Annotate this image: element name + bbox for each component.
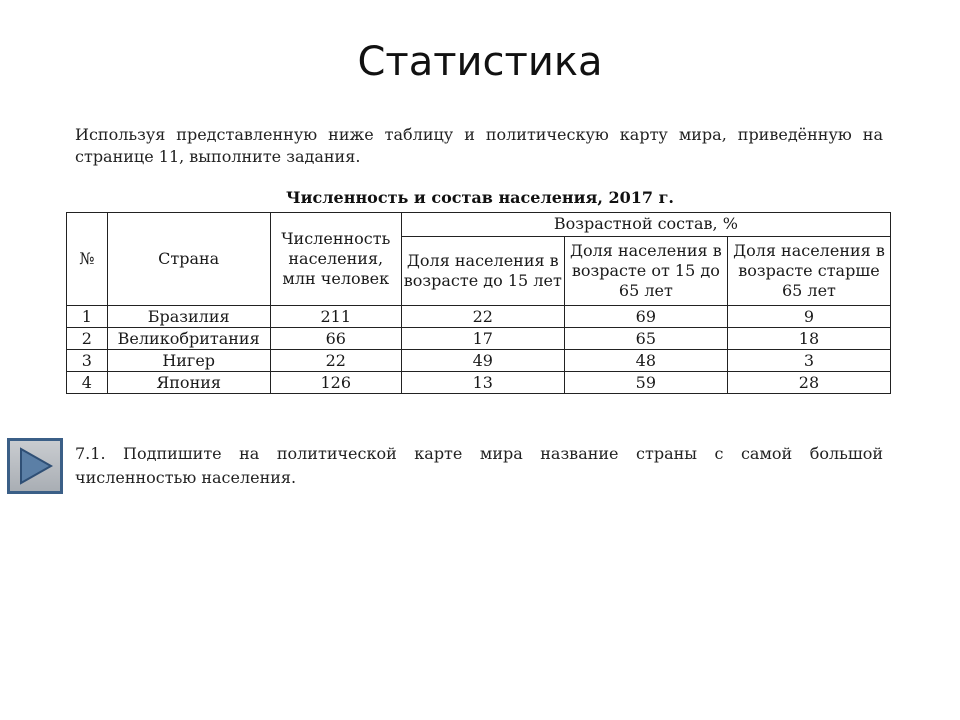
next-slide-button[interactable] — [7, 438, 63, 494]
cell-under15: 17 — [401, 328, 564, 350]
cell-from15to65: 48 — [564, 350, 727, 372]
header-population: Численность населения, млн человек — [270, 213, 401, 306]
cell-over65: 18 — [727, 328, 890, 350]
cell-under15: 22 — [401, 306, 564, 328]
header-country: Страна — [107, 213, 270, 306]
cell-under15: 49 — [401, 350, 564, 372]
cell-from15to65: 59 — [564, 372, 727, 394]
cell-country: Великобритания — [107, 328, 270, 350]
cell-num: 3 — [67, 350, 108, 372]
cell-population: 211 — [270, 306, 401, 328]
cell-country: Япония — [107, 372, 270, 394]
cell-over65: 9 — [727, 306, 890, 328]
cell-num: 2 — [67, 328, 108, 350]
intro-paragraph: Используя представленную ниже таблицу и политическую карту мира, приведённую на странице 11, выполните задания. — [75, 125, 883, 166]
slide-title: Статистика — [357, 39, 603, 85]
table-body — [67, 306, 891, 394]
table-caption: Численность и состав населения, 2017 г. — [286, 188, 674, 207]
play-triangle-icon — [15, 446, 55, 486]
table-row — [67, 328, 891, 350]
header-num: № — [67, 213, 108, 306]
cell-population: 126 — [270, 372, 401, 394]
table-row — [67, 372, 891, 394]
table-header-row — [67, 213, 891, 237]
cell-over65: 3 — [727, 350, 890, 372]
cell-under15: 13 — [401, 372, 564, 394]
table-row — [67, 350, 891, 372]
cell-num: 4 — [67, 372, 108, 394]
header-15-to-65: Доля населения в возрасте от 15 до 65 лет — [564, 236, 727, 305]
cell-from15to65: 65 — [564, 328, 727, 350]
cell-country: Нигер — [107, 350, 270, 372]
cell-from15to65: 69 — [564, 306, 727, 328]
table-row — [67, 306, 891, 328]
cell-population: 66 — [270, 328, 401, 350]
cell-population: 22 — [270, 350, 401, 372]
cell-over65: 28 — [727, 372, 890, 394]
cell-country: Бразилия — [107, 306, 270, 328]
population-table — [66, 212, 891, 394]
header-under-15: Доля населения в возрасте до 15 лет — [401, 236, 564, 305]
cell-num: 1 — [67, 306, 108, 328]
header-over-65: Доля населения в возрасте старше 65 лет — [727, 236, 890, 305]
task-7-1: 7.1. Подпишите на политической карте мира название страны с самой большой численностью населения. — [75, 444, 883, 487]
header-age-group: Возрастной состав, % — [401, 213, 890, 237]
